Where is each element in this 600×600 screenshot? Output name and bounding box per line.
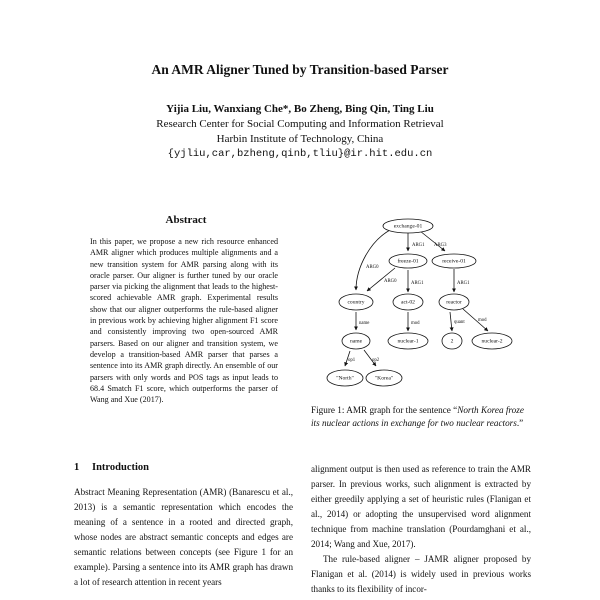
edge-label-op2: op2 (372, 358, 380, 363)
node-north-label: "North" (336, 375, 354, 382)
caption-suffix: .” (516, 417, 524, 428)
abstract-heading: Abstract (165, 214, 207, 226)
affiliation-line-2: Harbin Institute of Technology, China (216, 133, 384, 145)
right-paragraph-1: alignment output is then used as reference to train the AMR parser. In previous works, such alignment is extracted by either greedily applying a set of heuristic rules (Flanigan et al., 2014) or adopting the unsupervised word alignment technique from machine translation (Pourdamghani et al., 2014; Wang and Xue, 2017). (311, 464, 531, 549)
affiliation-line-1: Research Center for Social Computing and Information Retrieval (156, 118, 444, 130)
edge-label-arg1-act: ARG1 (411, 281, 424, 286)
edge-label-arg1-freeze: ARG1 (412, 243, 425, 248)
caption-quoted-sentence: North Korea froze its nuclear actions in exchange for two nuclear reactors (311, 405, 524, 428)
edge-label-arg0-country: ARG0 (366, 265, 379, 270)
introduction-heading (74, 462, 294, 473)
node-nuclear2-label: nuclear-2 (481, 338, 503, 345)
edge-label-arg0-freeze-country: ARG0 (384, 279, 397, 284)
node-name-label: name (349, 338, 363, 345)
edge-label-arg1-reactor: ARG1 (457, 281, 470, 286)
edge-label-op1: op1 (348, 358, 356, 363)
node-korea-label: "Korea" (374, 375, 394, 382)
right-paragraph-2: The rule-based aligner – JAMR aligner proposed by Flanigan et al. (2014) is widely used in previous works thanks to its flexibility of incor- (311, 554, 531, 594)
edge-label-name: name (359, 321, 370, 326)
node-receive-label: receive-01 (442, 258, 466, 265)
edge-label-mod-act: mod (411, 321, 420, 326)
caption-prefix: Figure 1: AMR graph for the sentence “ (311, 405, 458, 415)
author-block (0, 102, 600, 162)
node-two-label: 2 (450, 338, 454, 345)
edge-label-quant: quant (454, 320, 465, 325)
edge-label-mod-reactor: mod (478, 318, 487, 323)
edge-label-arg3-receive: ARG3 (434, 243, 447, 248)
section-number: 1 (74, 462, 80, 473)
introduction-text: Abstract Meaning Representation (AMR) (Banarescu et al., 2013) is a semantic representation which encodes the meaning of a sentence in a rooted and directed graph, whose nodes are abstract semantic concepts and edges are semantic relations between concepts (see Figure 1 for an example). Parsing a sentence into its AMR graph has drawn a lot of research attention in recent years (74, 487, 293, 587)
abstract-text: In this paper, we propose a new rich resource enhanced AMR aligner which produces multiple alignments and a new transition system for AMR parsing along with its oracle parser. Our aligner is further tuned by our oracle parser via picking the alignment that leads to the highest-scored achievable AMR graph. Experimental results show that our aligner outperforms the rule-based aligner in previous work by achieving higher alignment F1 score and consistently improving two open-sourced AMR parsers. Based on our aligner and transition system, we develop a transition-based AMR parser that parses a sentence into its AMR graph directly. An ensemble of our parsers with only words and POS tags as input leads to 68.4 Smatch F1 score, which outperforms the parser of Wang and Xue (2017). (90, 237, 278, 405)
node-exchange-label: exchange-01 (393, 223, 423, 230)
node-freeze-label: freeze-01 (397, 258, 419, 265)
node-act-label: act-02 (401, 299, 415, 306)
edge-quant (450, 312, 452, 331)
paper-title: An AMR Aligner Tuned by Transition-based Parser (151, 62, 449, 77)
node-country-label: country (347, 299, 365, 306)
right-column-text (311, 462, 531, 600)
node-reactor-label: reactor (446, 299, 462, 306)
amr-graph-figure (312, 218, 532, 398)
section-title: Introduction (92, 462, 149, 473)
figure-caption (311, 404, 531, 429)
amr-graph-svg (312, 218, 532, 398)
node-nuclear1-label: nuclear-1 (397, 338, 419, 345)
author-emails: {yjliu,car,bzheng,qinb,tliu}@ir.hit.edu.cn (167, 148, 433, 160)
edge-arg3-receive (420, 231, 445, 251)
author-names: Yijia Liu, Wanxiang Che*, Bo Zheng, Bing Qin, Ting Liu (166, 103, 434, 115)
